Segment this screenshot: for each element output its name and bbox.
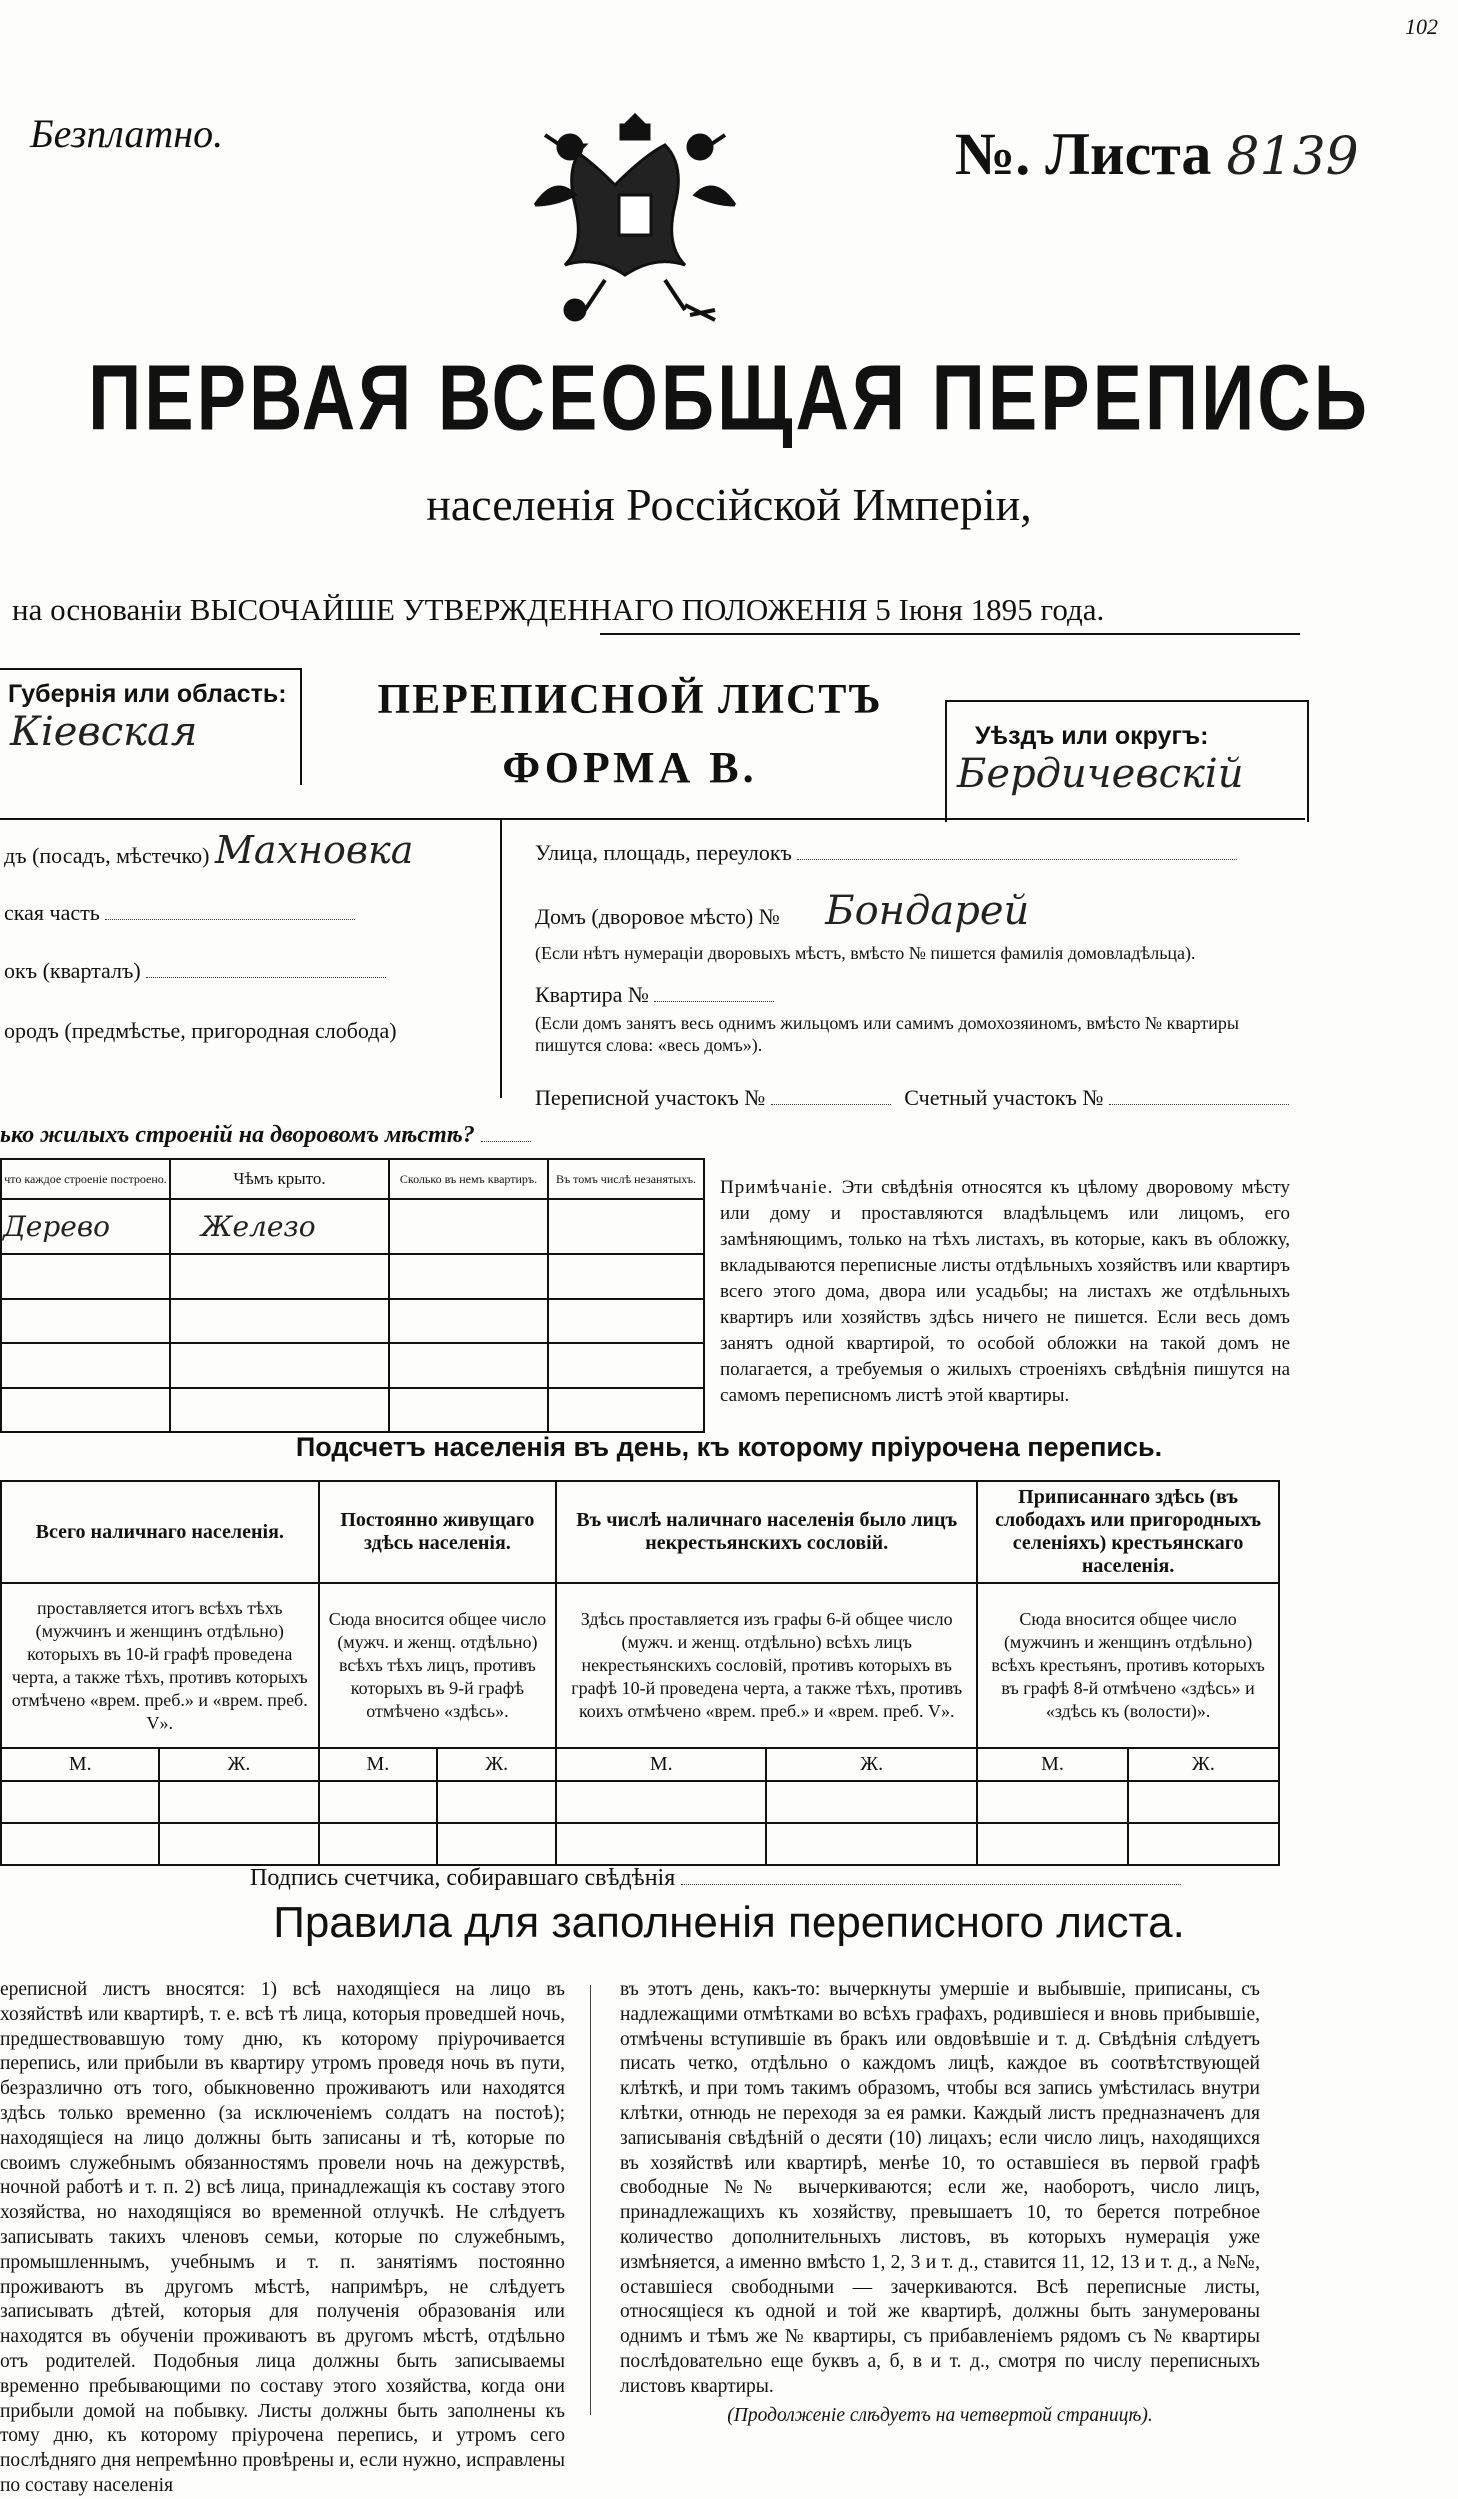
- count-body-permanent: Сюда вносится общее число (мужч. и женщ. отдѣльно) всѣхъ тѣхъ лицъ, противъ которыхъ въ 9-й графѣ отмѣчено «здѣсь».: [319, 1583, 557, 1748]
- census-district-line: [771, 1104, 891, 1105]
- rules-right-column: [620, 1978, 1260, 2428]
- census-title: ПЕРВАЯ ВСЕОБЩАЯ ПЕРЕПИСЬ: [88, 345, 1370, 450]
- count-body-present: проставляется итогъ всѣхъ тѣхъ (мужчинъ и женщинъ отдѣльно) которыхъ въ 10-й графѣ проведена черта, а также тѣхъ, противъ которыхъ отмѣчено «врем. преб.» и «врем. преб. V».: [1, 1583, 319, 1748]
- note-label: Примѣчаніе.: [720, 1177, 834, 1198]
- count-female-header: Ж.: [766, 1748, 977, 1781]
- census-subtitle: населенія Россійской Имперіи,: [426, 479, 1032, 530]
- rules-title: Правила для заполненія переписного листа.: [273, 1898, 1185, 1947]
- count-head-nonpeasant: Въ числѣ наличнаго населенія было лицъ некрестьянскихъ сословій.: [556, 1481, 977, 1583]
- census-district-field: [535, 1085, 1289, 1111]
- rules-continued: (Продолженіе слѣдуетъ на четвертой страницѣ).: [727, 2404, 1153, 2426]
- town-field: [4, 828, 413, 872]
- census-district-label: Переписной участокъ №: [535, 1085, 766, 1110]
- apartment-label: Квартира №: [535, 982, 649, 1007]
- signature-line: [681, 1884, 1181, 1885]
- house-note: (Если нѣтъ нумераціи дворовыхъ мѣстъ, вмѣсто № пишется фамилія домовладѣльца).: [535, 943, 1196, 963]
- sheet-number-handwritten: 8139: [1226, 127, 1359, 187]
- sheet-number: [955, 120, 1359, 189]
- note-text: Эти свѣдѣнія относятся къ цѣлому дворовому мѣсту или дому и проставляются владѣльцемъ или лицомъ, его замѣняющимъ, только на тѣхъ листахъ, въ которые, какъ въ обложку, вкладываются переписные листы отдѣльныхъ хозяйствъ или квартиръ всего этого дома, двора или усадьбы; на листахъ же отдѣльныхъ квартиръ или хозяйствъ здѣсь ничего не пишется. Если весь домъ занятъ одной квартирой, то особой обложки на такой домъ не полагается, а требуемыя о жилыхъ строеніяхъ свѣдѣнія пишутся на самомъ переписномъ листѣ этой квартиры.: [720, 1177, 1291, 1406]
- sheet-number-label: №. Листа: [955, 121, 1212, 187]
- town-value: Махновка: [215, 828, 414, 872]
- census-basis: на основаніи ВЫСОЧАЙШЕ УТВЕРЖДЕННАГО ПОЛОЖЕНІЯ 5 Іюня 1895 года.: [12, 592, 1105, 627]
- count-body-peasant: Сюда вносится общее число (мужчинъ и женщинъ отдѣльно) всѣхъ крестьянъ, противъ которыхъ въ графѣ 8-й отмѣчено «здѣсь» и «здѣсь къ (волости)».: [977, 1583, 1279, 1748]
- buildings-question-line: [481, 1141, 531, 1142]
- apartment-field: [535, 982, 774, 1008]
- count-male-header: М.: [319, 1748, 438, 1781]
- district-box: [945, 700, 1309, 822]
- count-title: Подсчетъ населенія въ день, къ которому пріурочена перепись.: [295, 1432, 1163, 1462]
- count-male-header: М.: [1, 1748, 159, 1781]
- province-label: Губернія или область:: [8, 680, 287, 708]
- page-number: 102: [1405, 14, 1438, 39]
- buildings-question-text: ько жилыхъ строеній на дворовомъ мѣстѣ?: [0, 1122, 475, 1148]
- rules-left-column: ереписной листъ вносятся: 1) всѣ находящіеся на лицо въ хозяйствѣ или квартирѣ, т. е. всѣ тѣ лица, которыя проведшей ночь, предшествовавшую тому дню, къ которому пріурочивается перепись, или прибыли въ квартиру утромъ проведя ночь въ пути, безразлично отъ того, обыкновенно проживаютъ или находятся здѣсь только временно (за исключеніемъ солдатъ на постоѣ); находящіеся на лицо должны быть записаны и тѣ, которые по своимъ служебнымъ обязанностямъ провели ночь на дежурствѣ, ночной работѣ и т. п. 2) всѣ лица, принадлежащія къ составу этого хозяйства, но находящіяся во временной отлучкѣ. Не слѣдуетъ записывать такихъ членовъ семьи, которые по служебнымъ, промышленнымъ, учебнымъ и т. п. занятіямъ постоянно проживаютъ въ другомъ мѣстѣ, напримѣръ, не слѣдуетъ записывать дѣтей, которыя для полученія образованія или находятся въ обученіи проживаютъ въ другомъ мѣстѣ, отдѣльно отъ родителей. Подобныя лица должны быть записываемы временно пребывающими по составу этого хозяйства, когда они прибыли домой на побывку. Листы должны быть заполнены къ тому дню, къ которому пріурочена перепись, и утромъ сего послѣдняго дня непремѣнно провѣрены и, если нужно, исправлены по составу населенія: [0, 1979, 565, 2496]
- count-body-nonpeasant: Здѣсь проставляется изъ графы 6-й общее число (мужч. и женщ. отдѣльно) всѣхъ лицъ некрестьянскихъ сословій, противъ которыхъ въ графѣ 10-й проведена черта, а также тѣхъ, противъ коихъ отмѣчено «врем. преб.» и «врем. преб. V».: [556, 1583, 977, 1748]
- buildings-cell-vacant: [548, 1199, 704, 1254]
- buildings-header-roof: Чѣмъ крыто.: [170, 1159, 389, 1199]
- count-district-label: Счетный участокъ №: [904, 1085, 1104, 1110]
- count-female-header: Ж.: [437, 1748, 556, 1781]
- block-label: окъ (кварталъ): [4, 958, 141, 983]
- street-line: [797, 859, 1237, 860]
- double-headed-eagle-emblem: [515, 95, 755, 335]
- town-label: дъ (посадъ, мѣстечко): [4, 843, 210, 868]
- province-value: Кіевская: [10, 709, 198, 755]
- buildings-cell-apartments: [389, 1199, 548, 1254]
- house-value: Бондарей: [825, 888, 1030, 934]
- count-district-line: [1109, 1104, 1289, 1105]
- free-label: Безплатно.: [30, 111, 224, 156]
- province-box: [0, 668, 302, 785]
- note-block: [720, 1175, 1290, 1409]
- signature-label: Подпись счетчика, собиравшаго свѣдѣнія: [250, 1865, 676, 1891]
- apartment-line: [654, 1001, 774, 1002]
- city-part-line: [105, 919, 355, 920]
- suburb-label: ородъ (предмѣстье, пригородная слобода): [4, 1018, 397, 1043]
- district-value: Бердичевскій: [957, 751, 1244, 797]
- count-table: [0, 1480, 1280, 1866]
- form-title: ПЕРЕПИСНОЙ ЛИСТЪ: [377, 677, 883, 723]
- buildings-question: [0, 1122, 531, 1149]
- count-male-header: М.: [977, 1748, 1128, 1781]
- apartment-note: (Если домъ занятъ весь однимъ жильцомъ или самимъ домохозяиномъ, вмѣсто № квартиры пишутся слова: «весь домъ»).: [535, 1013, 1239, 1055]
- street-field: [535, 840, 1237, 866]
- count-head-present: Всего наличнаго населенія.: [1, 1481, 319, 1583]
- rules-column-divider: [590, 1985, 591, 2415]
- city-part-label: ская часть: [4, 900, 100, 925]
- title-rule: [600, 633, 1300, 635]
- rules-right-text: въ этотъ день, какъ-то: вычеркнуты умершіе и выбывшіе, приписаны, съ надлежащими отмѣтками во всѣхъ графахъ, родившіеся и вновь прибывшіе, отмѣчены вступившіе въ бракъ или овдовѣвшіе и т. д. Свѣдѣнія слѣдуетъ писать четко, отдѣльно о каждомъ лицѣ, каждое въ соотвѣтствующей клѣткѣ, и при томъ такимъ образомъ, чтобы вся запись умѣстилась внутри клѣтки, отнюдь не переходя за ея рамки. Каждый листъ предназначенъ для записыванія свѣдѣній о десяти (10) лицахъ; если число лицъ, находящихся въ хозяйствѣ или квартирѣ, менѣе 10, то оставшіеся въ первой графѣ свободные №№ вычеркиваются; если же, наоборотъ, число лицъ, принадлежащихъ къ хозяйству, превышаетъ 10, то берется потребное количество дополнительныхъ листовъ, въ которыхъ нумерація уже измѣняется, а именно вмѣсто 1, 2, 3 и т. д., ставится 11, 12, 13 и т. д., а №№, оставшіеся свободными — зачеркиваются. Всѣ переписные листы, относящіеся къ одной и той же квартирѣ, должны быть занумерованы однимъ и тѣмъ же № квартиры, съ прибавленіемъ рядомъ съ № квартиры послѣдовательно еще буквъ а, б, в и т. д., смотря по числу переписныхъ листовъ квартиры.: [620, 1979, 1260, 2397]
- district-label: Уѣздъ или округъ:: [975, 722, 1209, 750]
- signature-field: [250, 1865, 1181, 1892]
- buildings-cell-roof: Железо: [170, 1199, 389, 1254]
- buildings-table: [0, 1158, 705, 1433]
- count-head-permanent: Постоянно живущаго здѣсь населенія.: [319, 1481, 557, 1583]
- address-left-box: [0, 818, 502, 1098]
- buildings-header-material: что каждое строеніе построено.: [1, 1159, 170, 1199]
- house-field: [535, 888, 1029, 934]
- count-female-header: Ж.: [1128, 1748, 1279, 1781]
- street-label: Улица, площадь, переулокъ: [535, 840, 792, 865]
- count-female-header: Ж.: [159, 1748, 318, 1781]
- city-part-field: [4, 900, 355, 926]
- buildings-header-apartments: Сколько въ немъ квартиръ.: [389, 1159, 548, 1199]
- buildings-cell-material: Дерево: [1, 1199, 170, 1254]
- house-label: Домъ (дворовое мѣсто) №: [535, 904, 780, 929]
- form-subtitle: ФОРМА В.: [502, 743, 758, 792]
- block-field: [4, 958, 386, 984]
- block-line: [146, 977, 386, 978]
- count-male-header: М.: [556, 1748, 766, 1781]
- count-head-peasant: Приписаннаго здѣсь (въ слободахъ или пригородныхъ селеніяхъ) крестьянскаго населенія.: [977, 1481, 1279, 1583]
- buildings-header-vacant: Въ томъ числѣ незанятыхъ.: [548, 1159, 704, 1199]
- suburb-field: [4, 1018, 397, 1044]
